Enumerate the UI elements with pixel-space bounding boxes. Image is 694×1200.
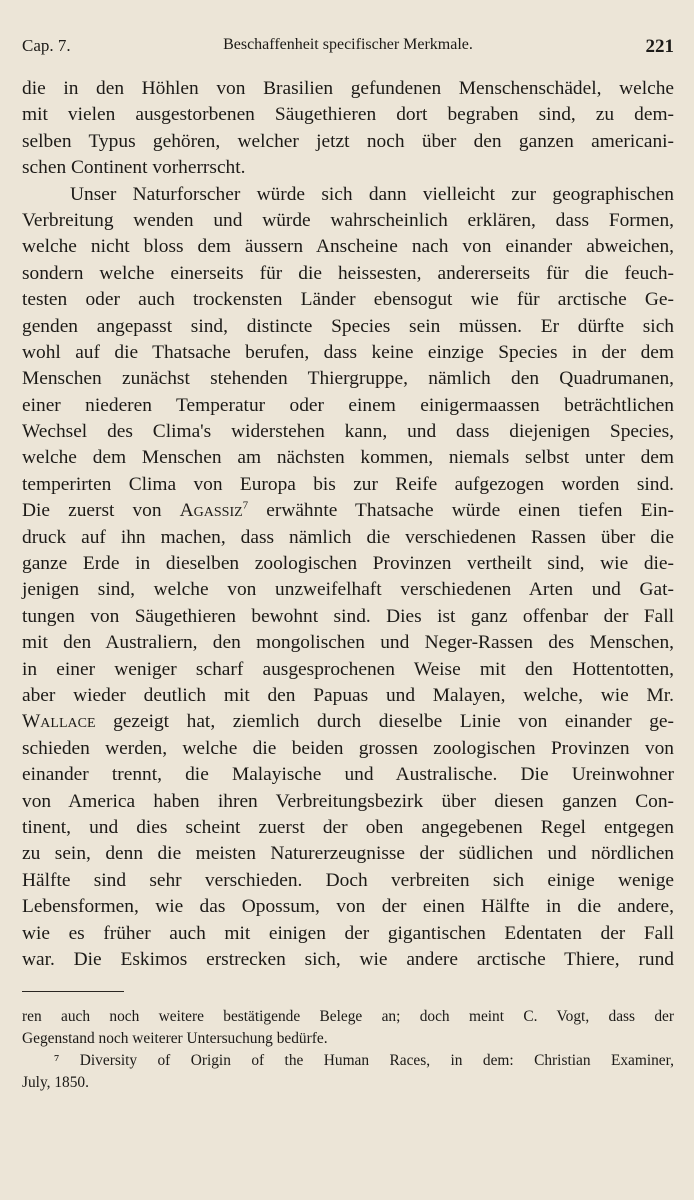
text-line: Hälfte sind sehr verschieden. Doch verbreiten sich einige wenige <box>22 869 674 891</box>
footnote-marker: 7 <box>242 499 249 512</box>
text-segment: gezeigt hat, ziemlich durch dieselbe Linie von einander ge- <box>95 711 674 733</box>
text-line: die in den Höhlen von Brasilien gefundenen Menschenschädel, welche <box>22 78 674 99</box>
text-line: Menschen zunächst stehenden Thiergruppe, nämlich den Quadrumanen, <box>22 368 674 390</box>
footnotes <box>22 1006 674 1094</box>
text-line: jenigen sind, welche von unzweifelhaft verschiedenen Arten und Gat- <box>22 579 674 601</box>
text-line: genden angepasst sind, distincte Species sein müssen. Er dürfte sich <box>22 315 674 337</box>
text-segment: erwähnte Thatsache würde einen tiefen Ein- <box>248 500 674 522</box>
text-line <box>22 709 674 735</box>
text-line: welche nicht bloss dem äussern Anscheine nach von einander abweichen, <box>22 236 674 258</box>
text-line: tungen von Säugethieren bewohnt sind. Dies ist ganz offenbar der Fall <box>22 605 674 627</box>
footnote-divider <box>22 991 124 992</box>
page-number: 221 <box>645 36 674 57</box>
text-line: zu sein, denn die meisten Naturerzeugnisse der südlichen und nördlichen <box>22 843 674 865</box>
text-line <box>22 498 674 524</box>
text-line: tinent, und dies scheint zuerst der oben angegebenen Regel entgegen <box>22 816 674 838</box>
text-line: aber wieder deutlich mit den Papuas und Malayen, welche, wie Mr. <box>22 684 674 706</box>
text-line: Wechsel des Clima's widerstehen kann, und dass diejenigen Species, <box>22 421 674 443</box>
text-line: in einer weniger scharf ausgesprochenen Weise mit den Hottentotten, <box>22 658 674 680</box>
book-page <box>22 36 674 1094</box>
text-line: einander trennt, die Malayische und Australische. Die Ureinwohner <box>22 764 674 786</box>
footnote-line: Gegenstand noch weiterer Untersuchung bedürfe. <box>22 1030 328 1048</box>
footnote-7: ⁷ Diversity of Origin of the Human Races, in dem: Christian Examiner, <box>54 1052 674 1070</box>
text-line: druck auf ihn machen, dass nämlich die verschiedenen Rassen über die <box>22 526 674 548</box>
text-line: welche dem Menschen am nächsten kommen, niemals selbst unter dem <box>22 447 674 469</box>
text-line: mit vielen ausgestorbenen Säugethieren dort begraben sind, zu dem- <box>22 104 674 126</box>
text-line: wohl auf die Thatsache berufen, dass keine einzige Species in der dem <box>22 341 674 363</box>
text-line: einer niederen Temperatur oder einem einigermaassen beträchtlichen <box>22 394 674 416</box>
chapter-label: Cap. 7. <box>22 36 71 55</box>
text-segment: Die zuerst von <box>22 500 180 522</box>
text-line: Lebensformen, wie das Opossum, von der einen Hälfte in die andere, <box>22 896 674 918</box>
text-line: selben Typus gehören, welcher jetzt noch über den ganzen americani- <box>22 130 674 152</box>
text-line: mit den Australiern, den mongolischen und Neger-Rassen des Menschen, <box>22 632 674 654</box>
text-line: ganze Erde in dieselben zoologischen Provinzen vertheilt sind, wie die- <box>22 553 674 575</box>
text-line: Unser Naturforscher würde sich dann vielleicht zur geographischen <box>70 183 674 205</box>
running-title: Beschaffenheit specifischer Merkmale. <box>223 36 473 53</box>
text-line: von America haben ihren Verbreitungsbezirk über diesen ganzen Con- <box>22 790 674 812</box>
footnote-line: July, 1850. <box>22 1074 89 1092</box>
text-line: Verbreitung wenden und würde wahrscheinlich erklären, dass Formen, <box>22 209 674 231</box>
text-line: testen oder auch trockensten Länder ebensogut wie für arctische Ge- <box>22 289 674 311</box>
text-line: schen Continent vorherrscht. <box>22 157 246 179</box>
author-name-wallace: Wallace <box>22 711 96 733</box>
text-line: wie es früher auch mit einigen der gigantischen Edentaten der Fall <box>22 922 674 944</box>
footnote-line: ren auch noch weitere bestätigende Belege an; doch meint C. Vogt, dass der <box>22 1008 674 1026</box>
text-line: schieden werden, welche die beiden grossen zoologischen Provinzen von <box>22 737 674 759</box>
text-line: temperirten Clima von Europa bis zur Reife aufgezogen worden sind. <box>22 473 674 495</box>
author-name-agassiz: Agassiz <box>179 500 243 522</box>
text-line: war. Die Eskimos erstrecken sich, wie andere arctische Thiere, rund <box>22 948 674 970</box>
body-text <box>22 76 674 973</box>
text-line: sondern welche einerseits für die heissesten, andererseits für die feuch- <box>22 262 674 284</box>
running-head <box>22 36 674 66</box>
